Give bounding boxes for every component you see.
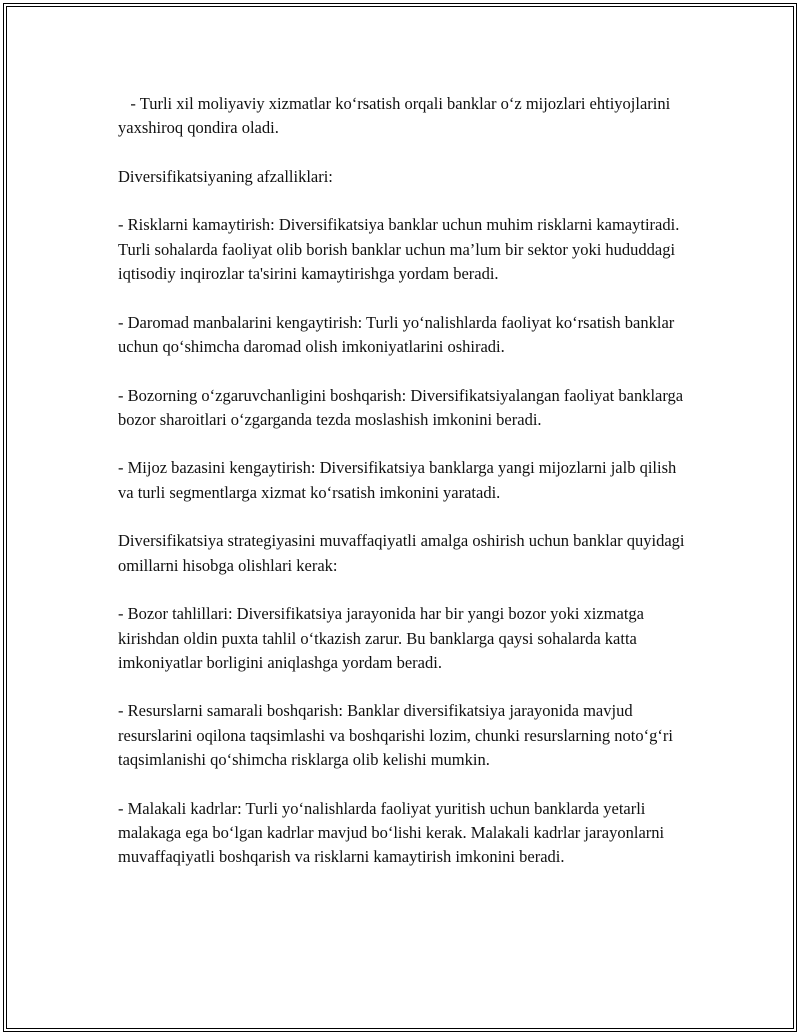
paragraph-resource-management: - Resurslarni samarali boshqarish: Banklar diversifikatsiya jarayonida mavjud resurslarini oqilona taqsimlashi va boshqarishi lozim, chunki resurslarning noto‘g‘ri taqsimlanishi qo‘shimcha risklarga olib kelishi mumkin. — [118, 701, 678, 770]
paragraph-market-volatility: - Bozorning o‘zgaruvchanligini boshqarish: Diversifikatsiyalangan faoliyat banklarga bozor sharoitlari o‘zgarganda tezda moslashish imkonini beradi. — [118, 385, 688, 429]
paragraph-market-analysis: - Bozor tahlillari: Diversifikatsiya jarayonida har bir yangi bozor yoki xizmatga kirishdan oldin puxta tahlil o‘tkazish zarur. Bu banklarga qaysi sohalarda katta imkoniyatlar borligini aniqlashga yordam beradi. — [118, 604, 649, 672]
paragraph-strategy-factors: Diversifikatsiya strategiyasini muvaffaqiyatli amalga oshirish uchun banklar quyidagi omillarni hisobga olishlari kerak: — [118, 531, 689, 575]
heading-advantages: Diversifikatsiyaning afzalliklari: — [118, 166, 333, 186]
paragraph-qualified-staff: - Malakali kadrlar: Turli yo‘nalishlarda faoliyat yuritish uchun banklarda yetarli malakaga ega bo‘lgan kadrlar mavjud bo‘lishi kerak. Malakali kadrlar jarayonlarni muvaffaqiyatli boshqarish va risklarni kamaytirish imkonini beradi. — [118, 798, 669, 867]
paragraph-client-base: - Mijoz bazasini kengaytirish: Diversifikatsiya banklarga yangi mijozlarni jalb qilish va turli segmentlarga xizmat ko‘rsatish imkonini yaratadi. — [118, 458, 681, 502]
document-body — [118, 92, 693, 894]
paragraph-income-sources: - Daromad manbalarini kengaytirish: Turli yo‘nalishlarda faoliyat ko‘rsatish banklar uchun qo‘shimcha daromad olish imkoniyatlarini oshiradi. — [118, 312, 679, 356]
paragraph-services-intro: - Turli xil moliyaviy xizmatlar ko‘rsatish orqali banklar o‘z mijozlari ehtiyojlarini yaxshiroq qondira oladi. — [118, 94, 675, 138]
paragraph-risk-reduction: - Risklarni kamaytirish: Diversifikatsiya banklar uchun muhim risklarni kamaytiradi. Turli sohalarda faoliyat olib borish banklar uchun ma’lum bir sektor yoki hududdagi iqtisodiy inqirozlar ta'sirini kamaytirishga yordam beradi. — [118, 215, 684, 284]
